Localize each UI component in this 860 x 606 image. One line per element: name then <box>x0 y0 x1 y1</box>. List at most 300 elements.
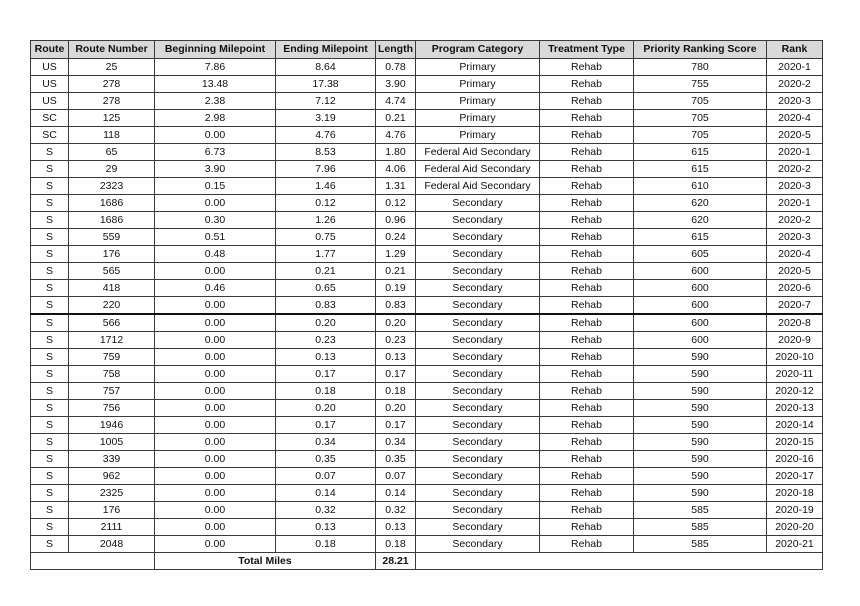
treatment-type-cell: Rehab <box>540 314 634 332</box>
route-cell: S <box>31 400 69 417</box>
table-row <box>31 366 823 383</box>
table-body <box>31 59 823 553</box>
route-number-cell: 418 <box>69 280 155 297</box>
route-cell: S <box>31 144 69 161</box>
table-row <box>31 485 823 502</box>
column-header-length: Length <box>376 41 416 59</box>
priority-ranking-score-cell: 615 <box>634 161 767 178</box>
route-cell: S <box>31 417 69 434</box>
beginning-milepoint-cell: 0.00 <box>155 314 276 332</box>
priority-ranking-score-cell: 605 <box>634 246 767 263</box>
beginning-milepoint-cell: 3.90 <box>155 161 276 178</box>
program-category-cell: Secondary <box>416 212 540 229</box>
total-miles-label: Total Miles <box>155 553 376 570</box>
table-row <box>31 383 823 400</box>
route-number-cell: 2048 <box>69 536 155 553</box>
ending-milepoint-cell: 4.76 <box>276 127 376 144</box>
route-number-cell: 962 <box>69 468 155 485</box>
rank-cell: 2020-10 <box>767 349 823 366</box>
table-row <box>31 127 823 144</box>
table-row <box>31 434 823 451</box>
length-cell: 1.80 <box>376 144 416 161</box>
rank-cell: 2020-7 <box>767 297 823 315</box>
table-row <box>31 280 823 297</box>
route-cell: S <box>31 451 69 468</box>
total-row-blank-cell <box>634 553 767 570</box>
ending-milepoint-cell: 0.18 <box>276 536 376 553</box>
route-number-cell: 278 <box>69 76 155 93</box>
route-number-cell: 125 <box>69 110 155 127</box>
route-cell: US <box>31 76 69 93</box>
route-cell: S <box>31 297 69 315</box>
route-cell: S <box>31 263 69 280</box>
beginning-milepoint-cell: 0.00 <box>155 536 276 553</box>
program-category-cell: Secondary <box>416 314 540 332</box>
length-cell: 0.78 <box>376 59 416 76</box>
ending-milepoint-cell: 0.20 <box>276 314 376 332</box>
program-category-cell: Primary <box>416 110 540 127</box>
beginning-milepoint-cell: 0.00 <box>155 349 276 366</box>
rank-cell: 2020-14 <box>767 417 823 434</box>
table-row <box>31 314 823 332</box>
table-row <box>31 229 823 246</box>
treatment-type-cell: Rehab <box>540 144 634 161</box>
program-category-cell: Secondary <box>416 349 540 366</box>
length-cell: 0.12 <box>376 195 416 212</box>
table-row <box>31 59 823 76</box>
route-cell: S <box>31 519 69 536</box>
route-number-cell: 29 <box>69 161 155 178</box>
program-category-cell: Secondary <box>416 502 540 519</box>
priority-ranking-score-cell: 590 <box>634 417 767 434</box>
rank-cell: 2020-2 <box>767 76 823 93</box>
program-category-cell: Secondary <box>416 229 540 246</box>
total-row-blank-cell <box>767 553 823 570</box>
length-cell: 0.20 <box>376 314 416 332</box>
length-cell: 0.21 <box>376 263 416 280</box>
ending-milepoint-cell: 0.17 <box>276 366 376 383</box>
treatment-type-cell: Rehab <box>540 246 634 263</box>
table-row <box>31 246 823 263</box>
table-row <box>31 417 823 434</box>
beginning-milepoint-cell: 2.98 <box>155 110 276 127</box>
ending-milepoint-cell: 0.13 <box>276 349 376 366</box>
table-row <box>31 468 823 485</box>
table-row <box>31 195 823 212</box>
route-cell: S <box>31 434 69 451</box>
route-number-cell: 339 <box>69 451 155 468</box>
length-cell: 0.18 <box>376 536 416 553</box>
route-cell: S <box>31 502 69 519</box>
treatment-type-cell: Rehab <box>540 468 634 485</box>
rank-cell: 2020-21 <box>767 536 823 553</box>
priority-ranking-score-cell: 620 <box>634 212 767 229</box>
route-cell: S <box>31 468 69 485</box>
ending-milepoint-cell: 7.12 <box>276 93 376 110</box>
length-cell: 0.32 <box>376 502 416 519</box>
program-category-cell: Secondary <box>416 468 540 485</box>
length-cell: 0.24 <box>376 229 416 246</box>
treatment-type-cell: Rehab <box>540 451 634 468</box>
priority-ranking-score-cell: 600 <box>634 332 767 349</box>
total-row <box>31 553 823 570</box>
route-number-cell: 1712 <box>69 332 155 349</box>
route-cell: S <box>31 161 69 178</box>
program-category-cell: Secondary <box>416 417 540 434</box>
priority-ranking-score-cell: 780 <box>634 59 767 76</box>
column-header-rank: Rank <box>767 41 823 59</box>
beginning-milepoint-cell: 0.00 <box>155 400 276 417</box>
rank-cell: 2020-15 <box>767 434 823 451</box>
priority-ranking-score-cell: 600 <box>634 314 767 332</box>
priority-ranking-score-cell: 590 <box>634 451 767 468</box>
treatment-type-cell: Rehab <box>540 417 634 434</box>
route-cell: S <box>31 280 69 297</box>
ending-milepoint-cell: 0.20 <box>276 400 376 417</box>
beginning-milepoint-cell: 0.00 <box>155 468 276 485</box>
rank-cell: 2020-4 <box>767 110 823 127</box>
route-cell: S <box>31 178 69 195</box>
treatment-type-cell: Rehab <box>540 93 634 110</box>
beginning-milepoint-cell: 2.38 <box>155 93 276 110</box>
route-cell: US <box>31 59 69 76</box>
beginning-milepoint-cell: 0.00 <box>155 195 276 212</box>
table-row <box>31 263 823 280</box>
rank-cell: 2020-5 <box>767 127 823 144</box>
length-cell: 4.06 <box>376 161 416 178</box>
beginning-milepoint-cell: 0.00 <box>155 383 276 400</box>
route-number-cell: 176 <box>69 246 155 263</box>
route-cell: S <box>31 229 69 246</box>
table-row <box>31 519 823 536</box>
rank-cell: 2020-6 <box>767 280 823 297</box>
treatment-type-cell: Rehab <box>540 519 634 536</box>
route-number-cell: 65 <box>69 144 155 161</box>
length-cell: 0.17 <box>376 366 416 383</box>
total-row-blank-cell <box>416 553 540 570</box>
length-cell: 1.29 <box>376 246 416 263</box>
beginning-milepoint-cell: 0.48 <box>155 246 276 263</box>
route-cell: SC <box>31 127 69 144</box>
rank-cell: 2020-12 <box>767 383 823 400</box>
rank-cell: 2020-3 <box>767 93 823 110</box>
program-category-cell: Secondary <box>416 383 540 400</box>
rank-cell: 2020-4 <box>767 246 823 263</box>
route-number-cell: 1005 <box>69 434 155 451</box>
ending-milepoint-cell: 1.26 <box>276 212 376 229</box>
length-cell: 0.13 <box>376 349 416 366</box>
beginning-milepoint-cell: 6.73 <box>155 144 276 161</box>
priority-ranking-score-cell: 600 <box>634 297 767 315</box>
program-category-cell: Secondary <box>416 485 540 502</box>
ending-milepoint-cell: 0.07 <box>276 468 376 485</box>
treatment-type-cell: Rehab <box>540 212 634 229</box>
ending-milepoint-cell: 0.18 <box>276 383 376 400</box>
priority-ranking-score-cell: 585 <box>634 502 767 519</box>
rank-cell: 2020-8 <box>767 314 823 332</box>
beginning-milepoint-cell: 13.48 <box>155 76 276 93</box>
program-category-cell: Secondary <box>416 400 540 417</box>
table-row <box>31 297 823 315</box>
program-category-cell: Federal Aid Secondary <box>416 178 540 195</box>
treatment-type-cell: Rehab <box>540 59 634 76</box>
route-number-cell: 566 <box>69 314 155 332</box>
beginning-milepoint-cell: 0.00 <box>155 366 276 383</box>
length-cell: 0.21 <box>376 110 416 127</box>
route-number-cell: 759 <box>69 349 155 366</box>
program-category-cell: Primary <box>416 127 540 144</box>
total-row-blank-cell <box>540 553 634 570</box>
treatment-type-cell: Rehab <box>540 400 634 417</box>
route-number-cell: 2323 <box>69 178 155 195</box>
rank-cell: 2020-1 <box>767 144 823 161</box>
route-cell: US <box>31 93 69 110</box>
priority-ranking-score-cell: 705 <box>634 110 767 127</box>
table-row <box>31 161 823 178</box>
table-row <box>31 536 823 553</box>
ending-milepoint-cell: 0.12 <box>276 195 376 212</box>
program-category-cell: Secondary <box>416 263 540 280</box>
table-row <box>31 110 823 127</box>
route-cell: S <box>31 195 69 212</box>
table-row <box>31 332 823 349</box>
table-row <box>31 400 823 417</box>
route-number-cell: 1686 <box>69 212 155 229</box>
beginning-milepoint-cell: 0.51 <box>155 229 276 246</box>
priority-ranking-score-cell: 615 <box>634 144 767 161</box>
route-cell: S <box>31 485 69 502</box>
route-number-cell: 278 <box>69 93 155 110</box>
priority-ranking-score-cell: 590 <box>634 383 767 400</box>
priority-ranking-score-cell: 705 <box>634 127 767 144</box>
treatment-type-cell: Rehab <box>540 502 634 519</box>
route-number-cell: 565 <box>69 263 155 280</box>
route-number-cell: 2325 <box>69 485 155 502</box>
length-cell: 0.13 <box>376 519 416 536</box>
priority-ranking-score-cell: 600 <box>634 280 767 297</box>
priority-ranking-score-cell: 590 <box>634 485 767 502</box>
priority-ranking-score-cell: 590 <box>634 366 767 383</box>
beginning-milepoint-cell: 0.00 <box>155 434 276 451</box>
column-header-route: Route <box>31 41 69 59</box>
rank-cell: 2020-2 <box>767 161 823 178</box>
route-number-cell: 2111 <box>69 519 155 536</box>
beginning-milepoint-cell: 0.15 <box>155 178 276 195</box>
route-number-cell: 176 <box>69 502 155 519</box>
ending-milepoint-cell: 1.77 <box>276 246 376 263</box>
route-priority-table <box>30 40 823 570</box>
route-cell: S <box>31 212 69 229</box>
route-number-cell: 1686 <box>69 195 155 212</box>
table-row <box>31 212 823 229</box>
beginning-milepoint-cell: 0.30 <box>155 212 276 229</box>
length-cell: 4.76 <box>376 127 416 144</box>
length-cell: 1.31 <box>376 178 416 195</box>
table-row <box>31 144 823 161</box>
program-category-cell: Federal Aid Secondary <box>416 144 540 161</box>
table-row <box>31 178 823 195</box>
route-cell: S <box>31 332 69 349</box>
total-row-blank-cell <box>31 553 69 570</box>
ending-milepoint-cell: 0.34 <box>276 434 376 451</box>
rank-cell: 2020-18 <box>767 485 823 502</box>
program-category-cell: Secondary <box>416 332 540 349</box>
beginning-milepoint-cell: 0.00 <box>155 502 276 519</box>
ending-milepoint-cell: 0.65 <box>276 280 376 297</box>
program-category-cell: Secondary <box>416 366 540 383</box>
header-row <box>31 41 823 59</box>
column-header-program-category: Program Category <box>416 41 540 59</box>
length-cell: 0.17 <box>376 417 416 434</box>
column-header-priority-ranking-score: Priority Ranking Score <box>634 41 767 59</box>
program-category-cell: Primary <box>416 59 540 76</box>
route-number-cell: 756 <box>69 400 155 417</box>
column-header-treatment-type: Treatment Type <box>540 41 634 59</box>
treatment-type-cell: Rehab <box>540 178 634 195</box>
route-cell: S <box>31 246 69 263</box>
treatment-type-cell: Rehab <box>540 434 634 451</box>
priority-ranking-score-cell: 590 <box>634 400 767 417</box>
column-header-route-number: Route Number <box>69 41 155 59</box>
ending-milepoint-cell: 8.53 <box>276 144 376 161</box>
route-number-cell: 758 <box>69 366 155 383</box>
route-number-cell: 757 <box>69 383 155 400</box>
program-category-cell: Secondary <box>416 246 540 263</box>
rank-cell: 2020-3 <box>767 178 823 195</box>
route-cell: S <box>31 314 69 332</box>
rank-cell: 2020-20 <box>767 519 823 536</box>
ending-milepoint-cell: 0.35 <box>276 451 376 468</box>
ending-milepoint-cell: 0.17 <box>276 417 376 434</box>
column-header-ending-milepoint: Ending Milepoint <box>276 41 376 59</box>
route-number-cell: 559 <box>69 229 155 246</box>
ending-milepoint-cell: 0.14 <box>276 485 376 502</box>
program-category-cell: Secondary <box>416 280 540 297</box>
program-category-cell: Secondary <box>416 519 540 536</box>
priority-ranking-score-cell: 705 <box>634 93 767 110</box>
length-cell: 0.14 <box>376 485 416 502</box>
beginning-milepoint-cell: 0.00 <box>155 297 276 315</box>
ending-milepoint-cell: 3.19 <box>276 110 376 127</box>
beginning-milepoint-cell: 0.00 <box>155 417 276 434</box>
rank-cell: 2020-11 <box>767 366 823 383</box>
beginning-milepoint-cell: 0.00 <box>155 332 276 349</box>
rank-cell: 2020-5 <box>767 263 823 280</box>
priority-ranking-score-cell: 590 <box>634 434 767 451</box>
route-cell: S <box>31 536 69 553</box>
treatment-type-cell: Rehab <box>540 127 634 144</box>
program-category-cell: Federal Aid Secondary <box>416 161 540 178</box>
length-cell: 0.23 <box>376 332 416 349</box>
treatment-type-cell: Rehab <box>540 536 634 553</box>
treatment-type-cell: Rehab <box>540 110 634 127</box>
beginning-milepoint-cell: 0.00 <box>155 127 276 144</box>
table-row <box>31 502 823 519</box>
priority-ranking-score-cell: 585 <box>634 536 767 553</box>
rank-cell: 2020-9 <box>767 332 823 349</box>
route-cell: SC <box>31 110 69 127</box>
rank-cell: 2020-13 <box>767 400 823 417</box>
length-cell: 0.96 <box>376 212 416 229</box>
route-number-cell: 220 <box>69 297 155 315</box>
route-cell: S <box>31 383 69 400</box>
treatment-type-cell: Rehab <box>540 485 634 502</box>
length-cell: 0.19 <box>376 280 416 297</box>
treatment-type-cell: Rehab <box>540 280 634 297</box>
table-row <box>31 93 823 110</box>
length-cell: 4.74 <box>376 93 416 110</box>
beginning-milepoint-cell: 0.00 <box>155 485 276 502</box>
route-cell: S <box>31 366 69 383</box>
length-cell: 0.83 <box>376 297 416 315</box>
beginning-milepoint-cell: 0.00 <box>155 451 276 468</box>
route-cell: S <box>31 349 69 366</box>
rank-cell: 2020-2 <box>767 212 823 229</box>
route-number-cell: 1946 <box>69 417 155 434</box>
program-category-cell: Secondary <box>416 297 540 315</box>
length-cell: 0.35 <box>376 451 416 468</box>
table-row <box>31 76 823 93</box>
beginning-milepoint-cell: 0.00 <box>155 263 276 280</box>
priority-ranking-score-cell: 755 <box>634 76 767 93</box>
treatment-type-cell: Rehab <box>540 297 634 315</box>
beginning-milepoint-cell: 7.86 <box>155 59 276 76</box>
ending-milepoint-cell: 0.13 <box>276 519 376 536</box>
priority-ranking-score-cell: 610 <box>634 178 767 195</box>
treatment-type-cell: Rehab <box>540 229 634 246</box>
beginning-milepoint-cell: 0.00 <box>155 519 276 536</box>
total-row-blank-cell <box>69 553 155 570</box>
rank-cell: 2020-17 <box>767 468 823 485</box>
rank-cell: 2020-1 <box>767 195 823 212</box>
rank-cell: 2020-19 <box>767 502 823 519</box>
priority-ranking-score-cell: 585 <box>634 519 767 536</box>
ending-milepoint-cell: 0.21 <box>276 263 376 280</box>
treatment-type-cell: Rehab <box>540 349 634 366</box>
total-miles-value: 28.21 <box>376 553 416 570</box>
program-category-cell: Secondary <box>416 451 540 468</box>
treatment-type-cell: Rehab <box>540 383 634 400</box>
length-cell: 0.07 <box>376 468 416 485</box>
program-category-cell: Primary <box>416 76 540 93</box>
treatment-type-cell: Rehab <box>540 76 634 93</box>
priority-ranking-score-cell: 590 <box>634 349 767 366</box>
ending-milepoint-cell: 1.46 <box>276 178 376 195</box>
program-category-cell: Secondary <box>416 536 540 553</box>
priority-ranking-score-cell: 590 <box>634 468 767 485</box>
treatment-type-cell: Rehab <box>540 332 634 349</box>
program-category-cell: Secondary <box>416 195 540 212</box>
program-category-cell: Secondary <box>416 434 540 451</box>
route-number-cell: 25 <box>69 59 155 76</box>
rank-cell: 2020-16 <box>767 451 823 468</box>
ending-milepoint-cell: 0.83 <box>276 297 376 315</box>
length-cell: 3.90 <box>376 76 416 93</box>
treatment-type-cell: Rehab <box>540 263 634 280</box>
route-number-cell: 118 <box>69 127 155 144</box>
priority-ranking-score-cell: 615 <box>634 229 767 246</box>
ending-milepoint-cell: 8.64 <box>276 59 376 76</box>
program-category-cell: Primary <box>416 93 540 110</box>
rank-cell: 2020-3 <box>767 229 823 246</box>
length-cell: 0.18 <box>376 383 416 400</box>
priority-ranking-score-cell: 620 <box>634 195 767 212</box>
treatment-type-cell: Rehab <box>540 366 634 383</box>
ending-milepoint-cell: 0.23 <box>276 332 376 349</box>
length-cell: 0.20 <box>376 400 416 417</box>
table-row <box>31 349 823 366</box>
ending-milepoint-cell: 7.96 <box>276 161 376 178</box>
